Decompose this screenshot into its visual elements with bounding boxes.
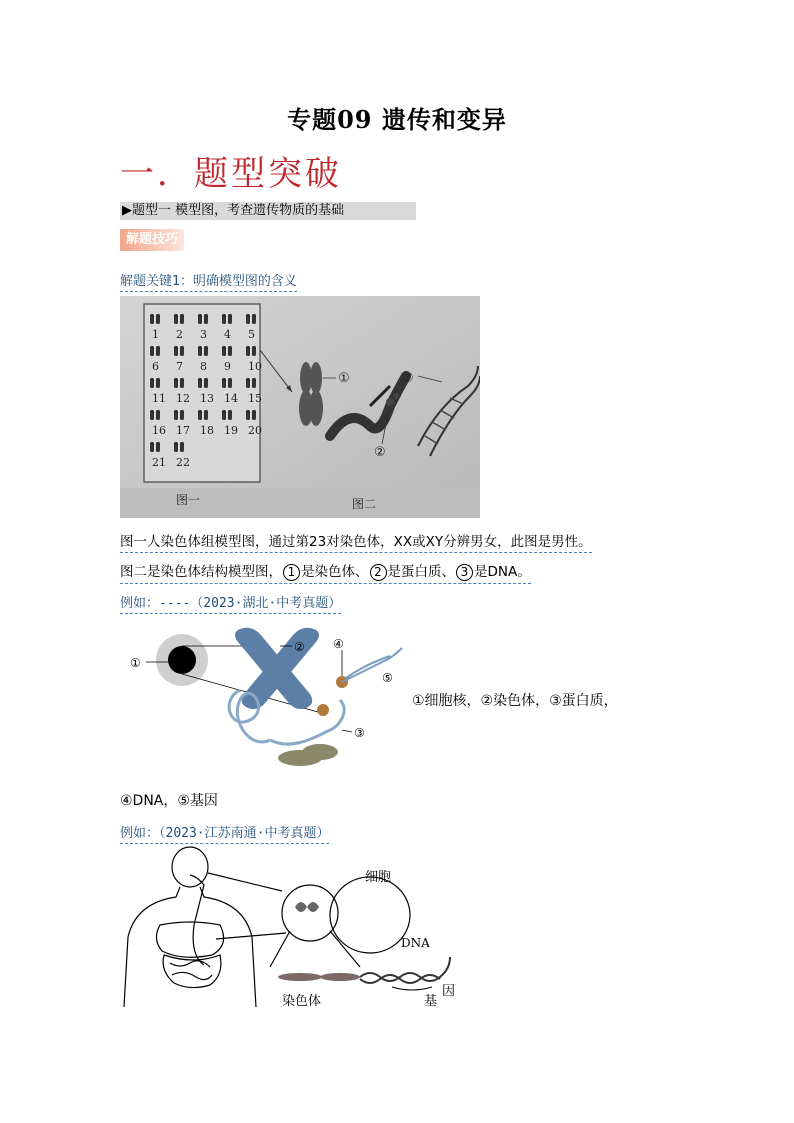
key-point-heading: 解题关键1：明确模型图的含义	[120, 270, 297, 292]
chromosome-pair	[246, 378, 250, 388]
karyotype-number: 2	[176, 328, 183, 341]
chromosome-pair	[180, 378, 184, 388]
karyotype-number: 5	[248, 328, 255, 341]
chromosome-pair	[246, 410, 250, 420]
explanation-line-1: 图一人染色体组模型图，通过第23对染色体，XX或XY分辨男女，此图是男性。	[120, 530, 592, 553]
chromosome-pair	[174, 442, 178, 452]
karyotype-number: 22	[176, 456, 190, 469]
chromosome-pair	[156, 314, 160, 324]
chromosome-pair	[198, 314, 202, 324]
label-gene-a: 基	[424, 994, 438, 1009]
chromosome-pair	[198, 410, 202, 420]
circle-number-1: 1	[283, 564, 300, 581]
explanation-line-2	[120, 560, 531, 584]
chromosome-pair	[156, 378, 160, 388]
chromosome-pair	[198, 346, 202, 356]
figure-caption-2: 图二	[352, 497, 377, 511]
question-type-bar: ▶题型一 模型图，考查遗传物质的基础	[120, 202, 416, 220]
answer-text-continued: ④DNA，⑤基因	[120, 793, 218, 809]
chromosome-pair	[252, 346, 256, 356]
karyotype-number: 14	[224, 392, 238, 405]
chromosome-pair	[222, 378, 226, 388]
cell-chromosome-figure	[120, 620, 410, 780]
figure-caption-1: 图一	[176, 493, 201, 507]
chromosome-pair	[180, 314, 184, 324]
section-heading: 一．题型突破	[120, 154, 342, 194]
chromosome-pair	[204, 346, 208, 356]
karyotype-number: 7	[176, 360, 183, 373]
fig2-marker-5: ⑤	[382, 671, 393, 685]
marker-1: ①	[338, 371, 350, 386]
label-chromosome: 染色体	[282, 994, 322, 1009]
karyotype-number: 8	[200, 360, 207, 373]
karyotype-number: 17	[176, 424, 190, 437]
chromosome-pair	[246, 346, 250, 356]
chromosome-pair	[198, 378, 202, 388]
karyotype-number: 13	[200, 392, 214, 405]
chromosome-pair	[150, 378, 154, 388]
chromosome-pair	[174, 410, 178, 420]
karyotype-number: 3	[200, 328, 207, 341]
marker-3: ③	[402, 371, 414, 386]
chromosome-pair	[156, 346, 160, 356]
circle-number-3: 3	[456, 564, 473, 581]
karyotype-number: 18	[200, 424, 214, 437]
chromosome-pair	[252, 410, 256, 420]
label-cell: 细胞	[365, 870, 392, 885]
fig2-marker-1: ①	[130, 656, 141, 670]
chromosome-pair	[180, 346, 184, 356]
karyotype-number: 19	[224, 424, 238, 437]
line2-part-c: 是蛋白质、	[387, 564, 455, 580]
label-dna: DNA	[401, 936, 430, 950]
chromosome-pair	[174, 346, 178, 356]
marker-2: ②	[374, 445, 386, 460]
karyotype-number: 15	[248, 392, 262, 405]
answer-text: ①细胞核，②染色体，③蛋白质，	[412, 693, 618, 709]
fig2-marker-3: ③	[354, 726, 365, 740]
fig2-marker-4: ④	[333, 637, 344, 651]
page-title: 专题09 遗传和变异	[287, 105, 507, 134]
chromosome-pair	[150, 442, 154, 452]
karyotype-number: 11	[152, 392, 166, 405]
chromosome-pair	[204, 410, 208, 420]
chromosome-pair	[156, 410, 160, 420]
chromosome-pair	[204, 314, 208, 324]
line2-part-d: 是DNA。	[474, 564, 531, 580]
chromosome-pair	[222, 410, 226, 420]
chromosome-pair	[174, 378, 178, 388]
karyotype-number: 1	[152, 328, 159, 341]
chromosome-pair	[228, 378, 232, 388]
chromosome-pair	[150, 314, 154, 324]
chromosome-pair	[180, 442, 184, 452]
chromosome-pair	[228, 346, 232, 356]
chromosome-pair	[222, 346, 226, 356]
karyotype-number: 20	[248, 424, 262, 437]
karyotype-number: 4	[224, 328, 231, 341]
chromosome-pair	[228, 314, 232, 324]
karyotype-number: 10	[248, 360, 262, 373]
chromosome-pair	[246, 314, 250, 324]
karyotype-number: 16	[152, 424, 166, 437]
chromosome-pair	[156, 442, 160, 452]
chromosome-pair	[204, 378, 208, 388]
chromosome-pair	[222, 314, 226, 324]
chromosome-pair	[180, 410, 184, 420]
chromosome-pair	[228, 410, 232, 420]
line2-part-b: 是染色体、	[301, 564, 369, 580]
tip-badge: 解题技巧	[120, 229, 184, 251]
body-cell-dna-figure	[120, 845, 470, 1015]
label-gene-b: 因	[442, 984, 456, 999]
chromosome-pair	[150, 346, 154, 356]
example-heading-1: 例如：----（2023·湖北·中考真题）	[120, 592, 341, 614]
fig2-marker-2: ②	[294, 640, 305, 654]
chromosome-pair	[174, 314, 178, 324]
chromosome-pair	[150, 410, 154, 420]
chromosome-pair	[252, 314, 256, 324]
karyotype-number: 9	[224, 360, 231, 373]
karyotype-number: 6	[152, 360, 159, 373]
chromosome-pair	[252, 378, 256, 388]
karyotype-number: 21	[152, 456, 166, 469]
karyotype-photo	[120, 296, 480, 518]
circle-number-2: 2	[370, 564, 387, 581]
karyotype-number: 12	[176, 392, 190, 405]
example-heading-2: 例如：（2023·江苏南通·中考真题）	[120, 822, 329, 844]
line2-part-a: 图二是染色体结构模型图，	[120, 564, 282, 580]
